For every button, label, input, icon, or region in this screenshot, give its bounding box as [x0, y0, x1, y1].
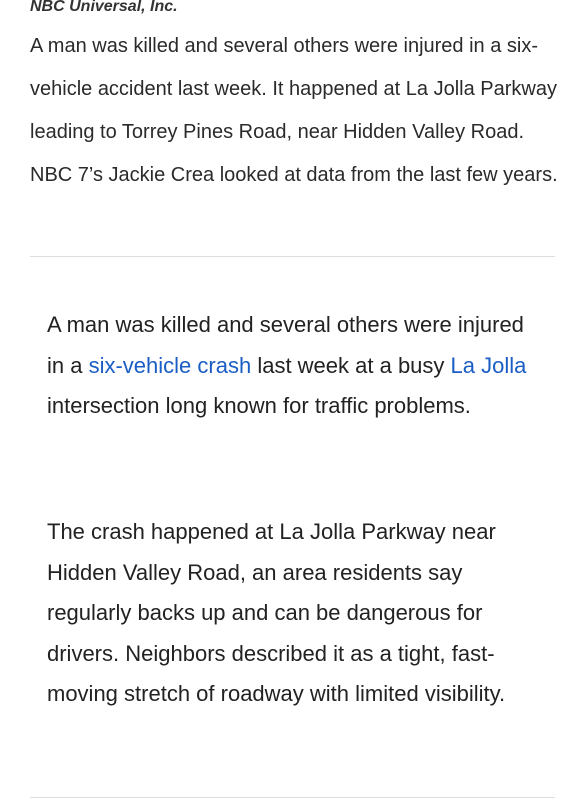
video-credit: NBC Universal, Inc.: [30, 0, 178, 15]
la-jolla-link[interactable]: La Jolla: [450, 352, 527, 378]
article-paragraph: The crash happened at La Jolla Parkway near Hidden Valley Road, an area residents say regularly backs up and can be dangerous for drivers. Neighbors described it as a tight, fast-moving stretch of roadway with limited visibility.: [47, 519, 506, 706]
paragraph-text: intersection long known for traffic problems.: [47, 393, 471, 418]
video-caption: A man was killed and several others were injured in a six-vehicle accident last week. It happened at La Jolla Parkway leading to Torrey Pines Road, near Hidden Valley Road. NBC 7’s Jackie Crea looked at data from the last few years.: [30, 35, 558, 186]
paragraph-text: A man was killed and several others were injured in a: [47, 312, 524, 378]
divider: [30, 256, 555, 257]
paragraph-text: last week at a busy: [251, 352, 451, 378]
six-vehicle-crash-link[interactable]: six-vehicle crash: [88, 352, 252, 378]
divider: [30, 797, 555, 798]
article-paragraph: [47, 305, 547, 427]
